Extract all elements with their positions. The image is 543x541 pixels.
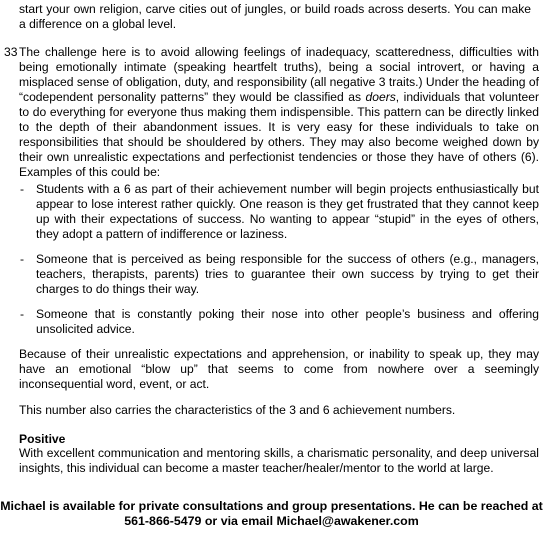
bullet-item-responsible: Someone that is perceived as being responsible for the success of others (e.g., managers, teachers, therapists, parents) tries to guarantee their own success by trying to get their charges to do things their way. [36, 252, 539, 296]
item-33-italic-term: doers [365, 90, 396, 104]
bullet-marker: - [20, 252, 25, 266]
item-33-text-a: The challenge here is to avoid allowing feelings of inadequacy, scatteredness, difficulties with being emotionally intimate (speaking heartfelt truths), being a social introvert, or having a misplaced sense of obligation, duty, and responsibility (all negative 3 traits.) Under the heading of “codependent personality patterns” they would be classified as [19, 45, 539, 104]
paragraph-emotional: Because of their unrealistic expectations and apprehension, or inability to speak up, they may have an emotional “blow up” that seems to come from nowhere over a seemingly inconsequential word, event, or act. [19, 347, 539, 391]
bullet-item-poking: Someone that is constantly poking their nose into other people’s business and offering unsolicited advice. [36, 307, 539, 336]
paragraph-characteristics: This number also carries the characteristics of the 3 and 6 achievement numbers. [19, 403, 456, 417]
item-33-text [19, 45, 539, 180]
bullet-item-students: Students with a 6 as part of their achievement number will begin projects enthusiastically but appear to lose interest rather quickly. One reason is they get frustrated that they cannot keep up with their expectations of success. No wanting to appear “stupid” in the eyes of others, they adopt a pattern of indifference or laziness. [36, 182, 539, 241]
bullet-marker: - [20, 182, 25, 196]
contact-footer [0, 499, 543, 529]
intro-paragraph: start your own religion, carve cities out of jungles, or build roads across deserts. You can make a difference on a global level. [19, 2, 531, 31]
item-33-text-b: , individuals that volunteer to do everything for everyone thus making them indispensible. This pattern can be directly linked to the depth of their abandonment issues. It is very easy for these individuals to take on responsibilities that should be shouldered by others. They may also become weighed down by their own unrealistic expectations and perfectionist tendencies or those they have of others (6). Examples of this could be: [19, 90, 539, 179]
footer-line-1: Michael is available for private consultations and group presentations. He can be reached at [0, 499, 543, 513]
positive-paragraph: With excellent communication and mentoring skills, a charismatic personality, and deep universal insights, this individual can become a master teacher/healer/mentor to the world at large. [19, 446, 539, 475]
numbered-item-33 [4, 45, 539, 180]
footer-line-2: 561-866-5479 or via email Michael@awakener.com [124, 514, 419, 528]
item-number: 33 [4, 45, 18, 59]
bullet-marker: - [20, 307, 25, 321]
positive-heading: Positive [19, 432, 66, 446]
